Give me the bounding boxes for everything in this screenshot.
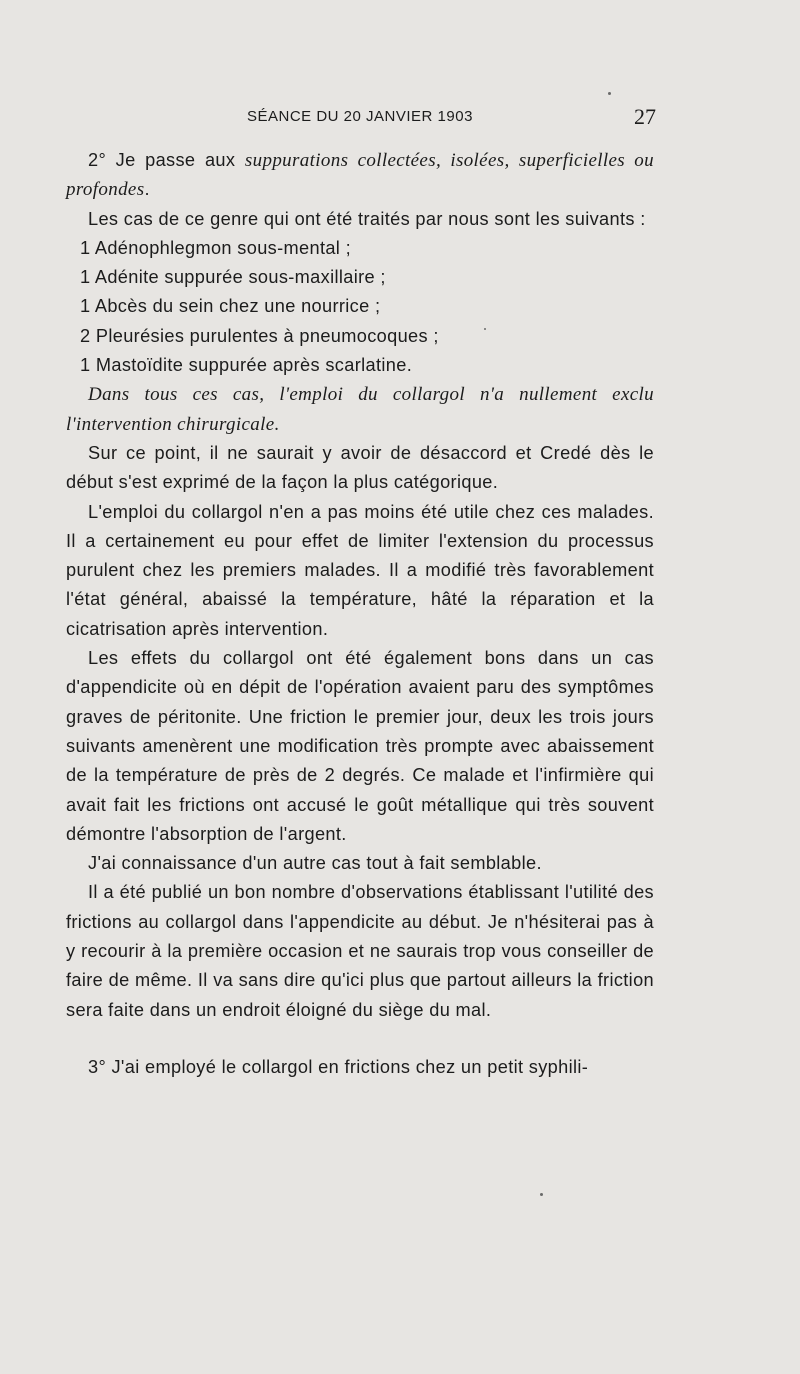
case-item: 1 Adénite suppurée sous-maxillaire ; bbox=[80, 267, 386, 288]
body-text bbox=[66, 146, 654, 1082]
print-speck bbox=[608, 92, 611, 95]
paragraph: L'emploi du collargol n'en a pas moins été utile chez ces malades. Il a certainement eu pour effet de limiter l'extension du processus purulent chez les premiers malades. Il a modifié très favorablement l'état général, abaissé la température, hâté la réparation et la cicatrisation après intervention. bbox=[66, 501, 654, 639]
page-number: 27 bbox=[634, 104, 656, 129]
case-item: 1 Abcès du sein chez une nourrice ; bbox=[80, 296, 381, 317]
print-speck bbox=[540, 1193, 543, 1196]
case-item: 1 Mastoïdite suppurée après scarlatine. bbox=[80, 355, 413, 376]
final-paragraph: 3° J'ai employé le collargol en frictions chez un petit syphili- bbox=[88, 1056, 589, 1077]
cases-list bbox=[66, 234, 654, 380]
case-item: 2 Pleurésies purulentes à pneumocoques ; bbox=[80, 325, 439, 346]
paragraph: J'ai connaissance d'un autre cas tout à fait semblable. bbox=[88, 853, 542, 874]
intro-label: 2° Je passe aux bbox=[88, 150, 245, 170]
paragraph: Il a été publié un bon nombre d'observations établissant l'utilité des frictions au collargol dans l'appendicite au début. Je n'hésiterai pas à y recourir à la première occasion et ne saurais trop vous conseiller de faire de même. Il va sans dire qu'ici plus que partout ailleurs la friction sera faite dans un endroit éloigné du siège du mal. bbox=[66, 882, 654, 1020]
paragraph: Les effets du collargol ont été également bons dans un cas d'appendicite où en dépit de l'opération avaient paru des symptômes graves de péritonite. Une friction le premier jour, deux les trois jours suivants amenèrent une modification très prompte avec abaissement de la température de près de 2 degrés. Ce malade et l'infirmière qui avait fait les frictions ont accusé le goût métallique qui très souvent démontre l'absorption de l'argent. bbox=[66, 648, 654, 844]
page-header bbox=[82, 104, 656, 134]
intro-italic: suppurations collectées, isolées, superficielles ou profondes bbox=[66, 150, 654, 201]
case-item: 1 Adénophlegmon sous-mental ; bbox=[80, 237, 352, 258]
print-speck bbox=[484, 328, 486, 330]
italic-statement: Dans tous ces cas, l'emploi du collargol n'a nullement exclu l'intervention chirurgicale. bbox=[66, 384, 654, 435]
cases-intro: Les cas de ce genre qui ont été traités par nous sont les suivants : bbox=[88, 208, 646, 229]
section-gap bbox=[66, 1025, 654, 1053]
intro-paragraph bbox=[66, 146, 654, 205]
running-head: SÉANCE DU 20 JANVIER 1903 bbox=[247, 108, 473, 125]
intro-end: . bbox=[144, 179, 150, 200]
paragraph: Sur ce point, il ne saurait y avoir de désaccord et Credé dès le début s'est exprimé de la façon la plus catégorique. bbox=[66, 442, 654, 493]
